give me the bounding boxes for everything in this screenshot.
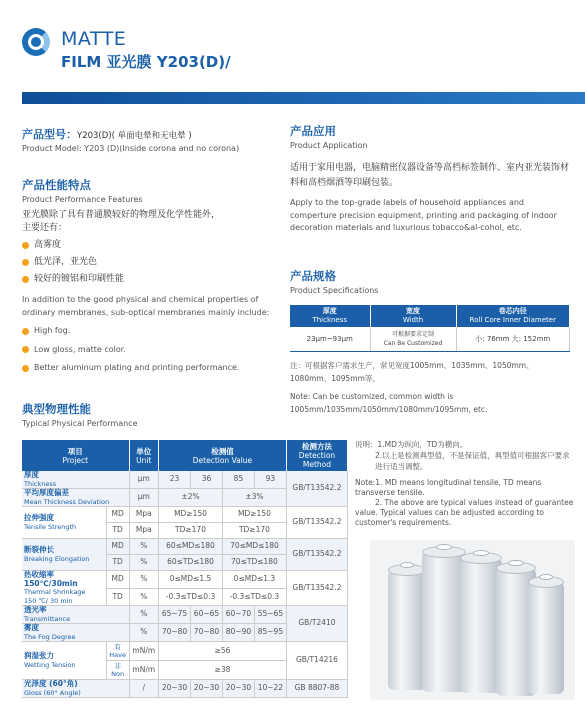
product-model-en: Product Model: Y203 (D)(Inside corona and no corona) (22, 144, 240, 153)
table-row: 润湿张力 Wetting Tension 有 Have mN/m ≥56 GB/T14216 (22, 642, 348, 661)
header-band (22, 92, 585, 104)
title-matte: MATTE (61, 28, 127, 50)
features-en-intro: In addition to the good physical and chemical properties of ordinary membranes, sub-optical membranes mainly include: (22, 295, 270, 317)
table-row: 雾度 The Fog Degree % 70~80 70~80 80~90 85~95 (22, 624, 348, 642)
features-subtitle: Product Performance Features (22, 195, 143, 204)
features-title: 产品性能特点 (22, 178, 91, 192)
table-row: 平均厚度偏差 Mean Thickness Deviation μm ±2% ±3% (22, 489, 348, 507)
specs-title: 产品规格 (290, 269, 336, 283)
application-subtitle: Product Application (290, 141, 368, 150)
note-en-2: 2. The above are typical values instead of guarantee value. Typical values can be adjusted according to customer's requirements. (355, 498, 574, 527)
features-section (22, 177, 287, 375)
product-model: 产品型号：Y203(D)( 单面电晕和无电晕 ) Product Model: Y203 (D)(Inside corona and no corona) (22, 128, 240, 153)
specs-subtitle: Product Specifications (290, 286, 379, 295)
note-cn-2: 2.以上是检测典型值，不是保证值，典型值可根据客户要求进行适当调整。 (375, 451, 570, 471)
application-title: 产品应用 (290, 124, 336, 138)
physical-subtitle: Typical Physical Performance (22, 419, 138, 428)
physical-heading (22, 401, 138, 428)
brand-logo-dot (31, 37, 41, 47)
table-row: 热收缩率 150℃/30min Thermal Shrinkage 150 ℃/ 30 min MD % 0≤MD≤1.5 0≤MD≤1.3 GB/T13542.2 (22, 571, 348, 589)
table-row: 非 Non mN/m ≥38 (22, 661, 348, 680)
specs-section (290, 268, 572, 416)
application-cn: 适用于家用电器，电脑精密仪器设备等高档标签制作、室内亚光装饰材料和高档烟酒等印刷包装。 (290, 163, 570, 188)
table-row: 光泽度 (60°角) Gloss (60° Angle) / 20~30 20~30 20~30 10~22 GB 8807-88 (22, 680, 348, 698)
application-en: Apply to the top-grade labels of household appliances and comperture precision equipment, printing and packaging of indoor decoration materials and luxurious tobacco&al-cohol, etc. (290, 198, 557, 232)
physical-title: 典型物理性能 (22, 402, 91, 416)
bullet-icon (22, 259, 29, 266)
list-item: Low gloss, matte color. (22, 344, 287, 357)
list-item: 高雾度 (22, 239, 287, 252)
table-row: TD Mpa TD≥170 TD≥170 (22, 523, 348, 539)
note-en-1: Note:1. MD means longitudinal tensile, TD means transverse tensile. (355, 478, 542, 497)
notes-section (355, 439, 575, 528)
table-row: 23μm~93μm 可根据要求定制 Can Be Customized 小: 76mm 大: 152mm (290, 327, 570, 352)
list-item: 低光泽，亚光色 (22, 256, 287, 269)
bullet-icon (22, 346, 29, 353)
list-item: High fog. (22, 325, 287, 338)
application-section (290, 123, 572, 235)
features-cn-intro: 亚光膜除了具有普通膜较好的物理及化学性能外， (22, 210, 221, 220)
table-row: 拉伸强度 Tensile Strength MD Mpa MD≥150 MD≥150 GB/T13542.2 (22, 507, 348, 523)
bullet-icon (22, 365, 29, 372)
specs-table: 厚度 Thickness 宽度 Width 卷芯内径 Roll Core Inner Diameter 23μm~93μm 可根据要求定制 Can Be Customized 小: 76mm 大: 152mm (290, 305, 570, 352)
list-item: Better aluminum plating and printing performance. (22, 362, 287, 375)
bullet-icon (22, 328, 29, 335)
note-cn-1: 说明：1.MD为纵向，TD为横向。 (355, 440, 468, 449)
table-row: 透光率 Transmittance % 65~75 60~65 60~70 55~65 GB/T2410 (22, 606, 348, 624)
features-cn-intro-2: 主要还有： (22, 223, 68, 233)
table-row: TD % -0.3≤TD≤0.3 -0.3≤TD≤0.3 (22, 588, 348, 606)
film-rolls-image (370, 540, 575, 700)
table-row: 断裂伸长 Breaking Elongation MD % 60≤MD≤180 70≤MD≤180 GB/T13542.2 (22, 539, 348, 555)
bullet-icon (22, 242, 29, 249)
table-row: TD % 60≤TD≤180 70≤TD≤180 (22, 555, 348, 571)
physical-table: 项目 Project 单位 Unit 检测值 Detection Value 检测方法 Detection Method 厚度 Thickness μm 23 36 85 93 GB/T13542.2 平均厚度偏差 Mean Thickness Deviation μm ±2% ±3% 拉伸强度 Tensile Strength MD Mpa MD≥150 MD≥150 GB/T13542.2 TD Mpa TD≥170 TD≥170 断裂伸长 Breaking Elongation MD % 60≤MD≤180 70≤MD≤180 GB/T13542.2 TD % 60≤TD≤180 70≤TD≤180 热收缩率 150℃/30min Thermal Shrinkage 150 ℃/ 30 min MD % 0≤MD≤1.5 0≤MD≤1.3 GB/T13542.2 TD % -0.3≤TD≤0.3 -0.3≤TD≤0.3 透光率 Transmittance % 65~75 60~65 60~70 55~65 GB/T2410 雾度 The Fog Degree % 70~80 70~80 80~90 85~95 润湿张力 Wetting Tension 有 Have mN/m ≥56 GB/T14216 非 Non mN/m ≥38 光泽度 (60°角) Gloss (60° Angle) / 20~30 20~30 20~30 10~22 GB 8807-88 (22, 440, 348, 698)
list-item: 较好的镀铝和印刷性能 (22, 273, 287, 286)
bullet-icon (22, 276, 29, 283)
specs-note-en: Note: Can be customized, common width is 1005mm/1035mm/1050mm/1080mm/1095mm, etc. (290, 392, 488, 414)
table-row: 厚度 Thickness μm 23 36 85 93 GB/T13542.2 (22, 471, 348, 489)
title-film: FILM 亚光膜 Y203(D)/ (61, 53, 231, 71)
specs-note-cn: 注：可根据客户需求生产，常见宽度1005mm、1035mm、1050mm、1080mm、1095mm等。 (290, 361, 534, 383)
